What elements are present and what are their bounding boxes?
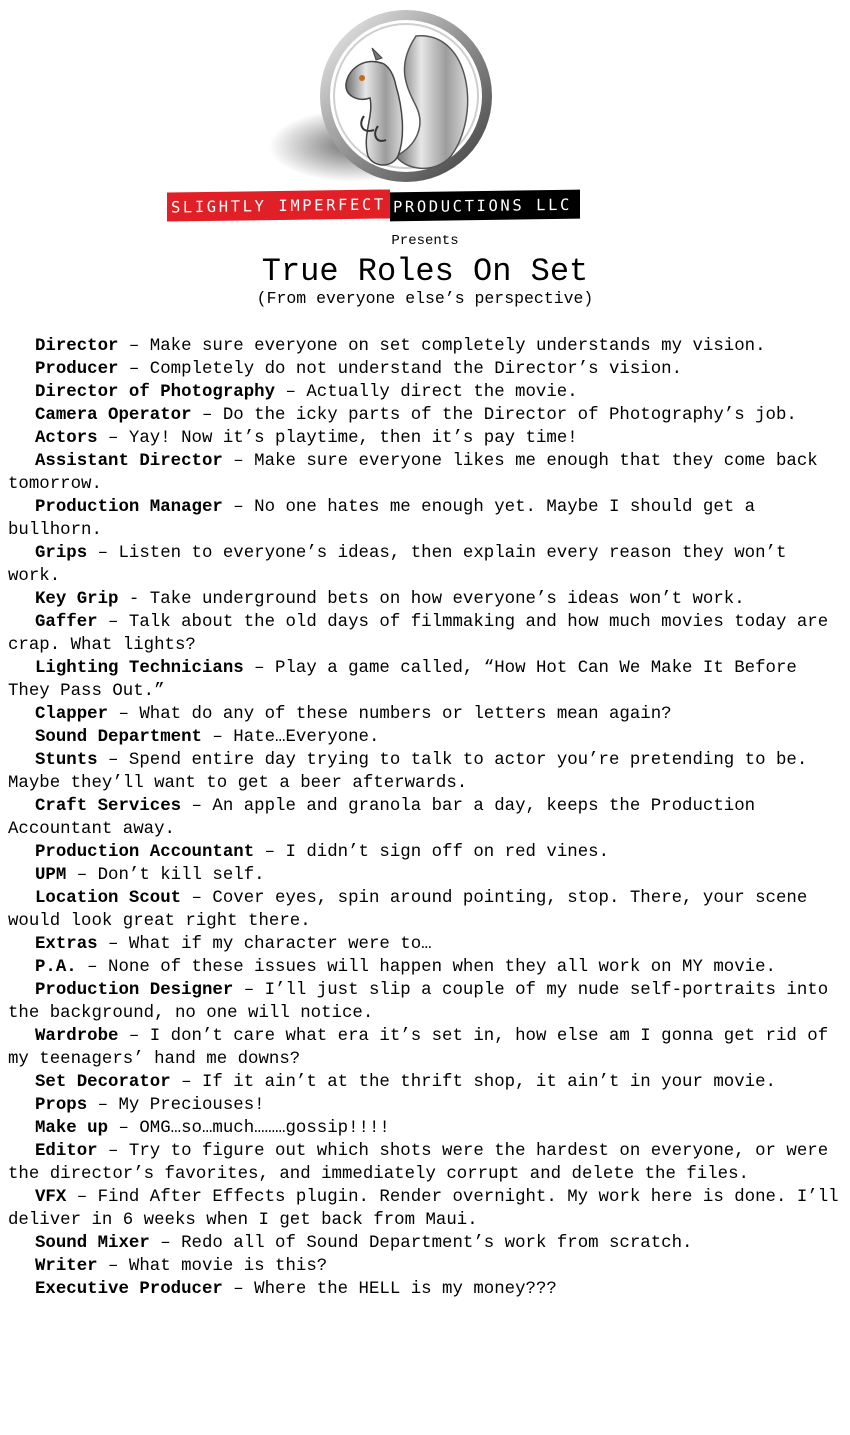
role-entry <box>8 933 844 956</box>
role-description: – Find After Effects plugin. Render overnight. My work here is done. I’ll deliver in 6 weeks when I get back from Maui. <box>8 1188 839 1230</box>
role-name: VFX <box>35 1188 67 1207</box>
role-entry <box>8 588 844 611</box>
company-banner <box>167 191 580 220</box>
squirrel-emblem-icon <box>266 6 496 192</box>
role-description: – I’ll just slip a couple of my nude self-portraits into the background, no one will notice. <box>8 981 829 1023</box>
role-name: Producer <box>35 360 119 379</box>
role-entry <box>8 404 844 427</box>
role-name: Sound Department <box>35 728 202 747</box>
role-name: Make up <box>35 1119 109 1138</box>
role-description: – None of these issues will happen when they all work on MY movie. <box>76 958 776 977</box>
role-description: – Try to figure out which shots were the hardest on everyone, or were the director’s favorites, and immediately corrupt and delete the files. <box>8 1142 829 1184</box>
page-subtitle: (From everyone else’s perspective) <box>256 289 594 308</box>
role-name: Sound Mixer <box>35 1234 150 1253</box>
role-description: – If it ain’t at the thrift shop, it ain’t in your movie. <box>170 1073 776 1092</box>
role-description: – An apple and granola bar a day, keeps the Production Accountant away. <box>8 797 756 839</box>
role-entry <box>8 381 844 404</box>
role-entry <box>8 956 844 979</box>
role-entry <box>8 979 844 1025</box>
role-entry <box>8 657 844 703</box>
banner-black-segment <box>390 190 580 222</box>
role-name: Director <box>35 337 119 356</box>
role-entry <box>8 427 844 450</box>
role-description: – Talk about the old days of filmmaking and how much movies today are crap. What lights? <box>8 613 829 655</box>
role-name: Key Grip <box>35 590 119 609</box>
role-description: – Actually direct the movie. <box>275 383 578 402</box>
role-entry <box>8 795 844 841</box>
role-name: Craft Services <box>35 797 182 816</box>
role-name: Production Designer <box>35 981 234 1000</box>
role-entry <box>8 611 844 657</box>
role-entry <box>8 1232 844 1255</box>
role-name: Director of Photography <box>35 383 276 402</box>
role-entry <box>8 749 844 795</box>
banner-red-segment <box>167 189 390 221</box>
role-description: – What movie is this? <box>97 1257 328 1276</box>
role-entry <box>8 1025 844 1071</box>
role-name: Clapper <box>35 705 109 724</box>
role-description: – Where the HELL is my money??? <box>222 1280 557 1299</box>
banner-black-text: PRODUCTIONS LLC <box>392 195 572 216</box>
role-description: – Cover eyes, spin around pointing, stop. There, your scene would look great right there. <box>8 889 808 931</box>
role-entry <box>8 1071 844 1094</box>
role-entry <box>8 864 844 887</box>
role-description: – Redo all of Sound Department’s work from scratch. <box>149 1234 693 1253</box>
role-description: – What do any of these numbers or letters mean again? <box>108 705 672 724</box>
role-name: Set Decorator <box>35 1073 171 1092</box>
role-entry <box>8 703 844 726</box>
role-name: UPM <box>35 866 67 885</box>
role-entry <box>8 1117 844 1140</box>
role-entry <box>8 1255 844 1278</box>
role-description: – No one hates me enough yet. Maybe I should get a bullhorn. <box>8 498 756 540</box>
role-description: – Make sure everyone likes me enough that they come back tomorrow. <box>8 452 818 494</box>
role-description: – Completely do not understand the Director’s vision. <box>118 360 683 379</box>
role-description: – Listen to everyone’s ideas, then explain every reason they won’t work. <box>8 544 787 586</box>
role-name: Stunts <box>35 751 98 770</box>
role-entry <box>8 841 844 864</box>
role-name: Production Manager <box>35 498 223 517</box>
role-name: Gaffer <box>35 613 98 632</box>
role-entry <box>8 335 844 358</box>
role-description: – Play a game called, “How Hot Can We Make It Before They Pass Out.” <box>8 659 797 701</box>
role-name: Camera Operator <box>35 406 192 425</box>
role-description: – Spend entire day trying to talk to actor you’re pretending to be. Maybe they’ll want to get a beer afterwards. <box>8 751 808 793</box>
roles-list <box>8 335 844 1301</box>
role-name: Actors <box>35 429 98 448</box>
role-description: – I don’t care what era it’s set in, how else am I gonna get rid of my teenagers’ hand me downs? <box>8 1027 829 1069</box>
page-title: True Roles On Set <box>261 253 589 290</box>
role-description: – Don’t kill self. <box>66 866 265 885</box>
role-name: Assistant Director <box>35 452 223 471</box>
role-name: Extras <box>35 935 98 954</box>
role-description: – OMG…so…much………gossip!!!! <box>108 1119 390 1138</box>
role-entry <box>8 1140 844 1186</box>
role-description: – Yay! Now it’s playtime, then it’s pay time! <box>97 429 578 448</box>
role-entry <box>8 726 844 749</box>
role-name: Grips <box>35 544 88 563</box>
role-entry <box>8 1094 844 1117</box>
role-name: Production Accountant <box>35 843 255 862</box>
presents-label: Presents <box>391 233 459 249</box>
role-description: – Hate…Everyone. <box>201 728 380 747</box>
role-entry <box>8 887 844 933</box>
role-name: Writer <box>35 1257 98 1276</box>
banner-red-text: SLIGHTLY IMPERFECT <box>171 195 386 216</box>
role-description: – Do the icky parts of the Director of Photography’s job. <box>191 406 797 425</box>
role-name: Executive Producer <box>35 1280 223 1299</box>
role-name: Lighting Technicians <box>35 659 244 678</box>
role-name: Wardrobe <box>35 1027 119 1046</box>
role-description: - Take underground bets on how everyone’s ideas won’t work. <box>118 590 745 609</box>
role-name: Editor <box>35 1142 98 1161</box>
logo <box>266 6 496 192</box>
role-description: – My Preciouses! <box>87 1096 265 1115</box>
role-entry <box>8 450 844 496</box>
role-name: Location Scout <box>35 889 182 908</box>
role-entry <box>8 542 844 588</box>
role-entry <box>8 496 844 542</box>
role-description: – What if my character were to… <box>97 935 432 954</box>
role-entry <box>8 1278 844 1301</box>
role-description: – I didn’t sign off on red vines. <box>254 843 609 862</box>
role-name: Props <box>35 1096 88 1115</box>
role-name: P.A. <box>35 958 77 977</box>
role-description: – Make sure everyone on set completely understands my vision. <box>118 337 766 356</box>
role-entry <box>8 1186 844 1232</box>
role-entry <box>8 358 844 381</box>
